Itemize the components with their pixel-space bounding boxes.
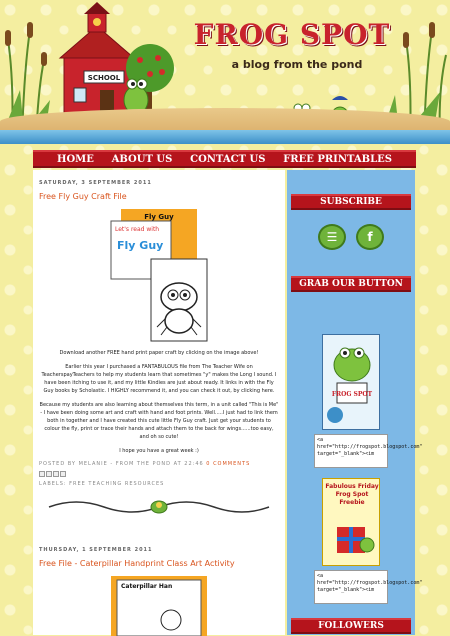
followers-heading: FOLLOWERS	[291, 618, 411, 634]
main-content	[33, 170, 285, 635]
image-subtitle: Let's read with	[115, 226, 160, 233]
freebie-image[interactable]	[322, 478, 380, 566]
share-buttons	[39, 471, 279, 477]
facebook-leaf-icon[interactable]: f	[356, 224, 384, 250]
post-paragraph: I hope you have a great week :)	[119, 448, 199, 454]
main-nav	[33, 150, 416, 168]
blog-button-graphic	[323, 335, 381, 431]
post-labels[interactable]: LABELS: FREE TEACHING RESOURCES	[39, 481, 165, 487]
blog-header	[0, 0, 450, 150]
site-tagline: a blog from the pond	[231, 58, 363, 71]
caterpillar-image-title: Caterpillar Han	[121, 583, 173, 590]
post-paragraph: Earlier this year I purchased a FANTABULOUS file from The Teacher Wife on TeacherspayTeachers to help my students learn that sometimes "y" makes the Long I sound. I have been itching to use it, and my little Kindies are just about ready. It links in with the Fly Guy books by Scholastic. I HIGHLY recommend it, and you can check it out, by clicking here.	[41, 364, 277, 394]
post-paragraph: Because my students are also learning about themselves this term, in a unit called "This is Me" - I have been doing some art and craft with hand and foot prints. Well.....I just had to link them both in together and I have created this cute little Fly Guy craft. Just get your students to colour the fly, print or trace their hands and attach them to the back for wings......too easy, and oh so cute!	[39, 402, 279, 440]
fly-guy-craft-image[interactable]	[111, 209, 207, 341]
email-share-icon[interactable]	[39, 471, 45, 477]
header-water	[0, 130, 450, 144]
grab-button-heading: GRAB OUR BUTTON	[291, 276, 411, 292]
post-date: THURSDAY, 1 SEPTEMBER 2011	[39, 547, 153, 553]
freebie-graphic	[323, 479, 381, 567]
post-author-time: POSTED BY MELANIE - FROM THE POND AT 22:46	[39, 461, 204, 467]
nav-contact-us[interactable]: CONTACT US	[190, 153, 266, 165]
post-date: SATURDAY, 3 SEPTEMBER 2011	[39, 180, 152, 186]
subscribe-heading: SUBSCRIBE	[291, 194, 411, 210]
freebie-title: Fabulous Friday Frog Spot Freebie	[325, 483, 379, 506]
image-fly-guy-text: Fly Guy	[117, 239, 164, 252]
comments-link[interactable]: 0 COMMENTS	[206, 461, 251, 467]
freebie-code-box[interactable]: <a href="http://frogspot.blogspot.com" target="_blank"><im	[314, 570, 388, 604]
post-title[interactable]: Free File - Caterpillar Handprint Class Art Activity	[39, 559, 235, 568]
blog-button-image[interactable]	[322, 334, 380, 430]
sidebar	[287, 170, 423, 635]
blog-share-icon[interactable]	[46, 471, 52, 477]
post-title[interactable]: Free Fly Guy Craft File	[39, 192, 127, 201]
button-code-box[interactable]: <a href="http://frogspot.blogspot.com" target="_blank"><im	[314, 434, 388, 468]
site-title[interactable]: FROG SPOT	[193, 18, 391, 51]
post-meta	[39, 461, 279, 467]
image-title-fly-guy: Fly Guy	[144, 213, 174, 221]
post-divider	[49, 495, 269, 519]
subscribe-icons	[287, 224, 415, 250]
twitter-share-icon[interactable]	[53, 471, 59, 477]
caterpillar-craft-image[interactable]	[111, 576, 207, 636]
nav-about-us[interactable]: ABOUT US	[111, 153, 173, 165]
post-paragraph: Download another FREE hand print paper craft by clicking on the image above!	[59, 350, 259, 356]
school-sign: SCHOOL	[87, 74, 121, 82]
rss-leaf-icon[interactable]: ☰	[318, 224, 346, 250]
nav-free-printables[interactable]: FREE PRINTABLES	[283, 153, 392, 165]
facebook-share-icon[interactable]	[60, 471, 66, 477]
button-image-text: FROG SPOT	[331, 391, 373, 398]
nav-home[interactable]: HOME	[57, 153, 94, 165]
